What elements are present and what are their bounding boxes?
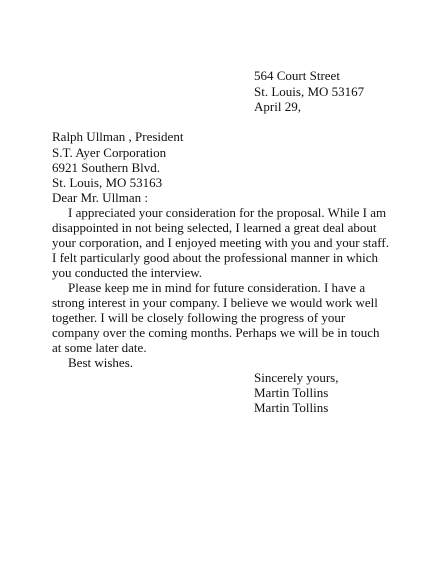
sign-off: Best wishes. <box>68 355 133 370</box>
paragraph-line: I appreciated your consideration for the proposal. While I am <box>68 205 387 220</box>
sender-city: St. Louis, MO 53167 <box>254 84 365 99</box>
letter-date: April 29, <box>254 99 301 114</box>
signature: Martin Tollins <box>254 385 329 400</box>
closing-phrase: Sincerely yours, <box>254 370 339 385</box>
paragraph-line: company over the coming months. Perhaps we will be in touch <box>52 325 380 340</box>
recipient-company: S.T. Ayer Corporation <box>52 145 167 160</box>
sender-street: 564 Court Street <box>254 68 340 83</box>
paragraph-line: Please keep me in mind for future consideration. I have a <box>68 280 366 295</box>
salutation: Dear Mr. Ullman : <box>52 190 149 205</box>
paragraph-line: I felt particularly good about the professional manner in which <box>52 250 378 265</box>
recipient-city: St. Louis, MO 53163 <box>52 175 163 190</box>
paragraph-line: at some later date. <box>52 340 147 355</box>
recipient-name: Ralph Ullman , President <box>52 129 184 144</box>
paragraph-line: disappointed in not being selected, I learned a great deal about <box>52 220 377 235</box>
paragraph-line: you conducted the interview. <box>52 265 203 280</box>
recipient-street: 6921 Southern Blvd. <box>52 160 160 175</box>
printed-name: Martin Tollins <box>254 400 329 415</box>
paragraph-line: strong interest in your company. I believe we would work well <box>52 295 378 310</box>
paragraph-line: your corporation, and I enjoyed meeting with you and your staff. <box>52 235 389 250</box>
paragraph-line: together. I will be closely following the progress of your <box>52 310 346 325</box>
